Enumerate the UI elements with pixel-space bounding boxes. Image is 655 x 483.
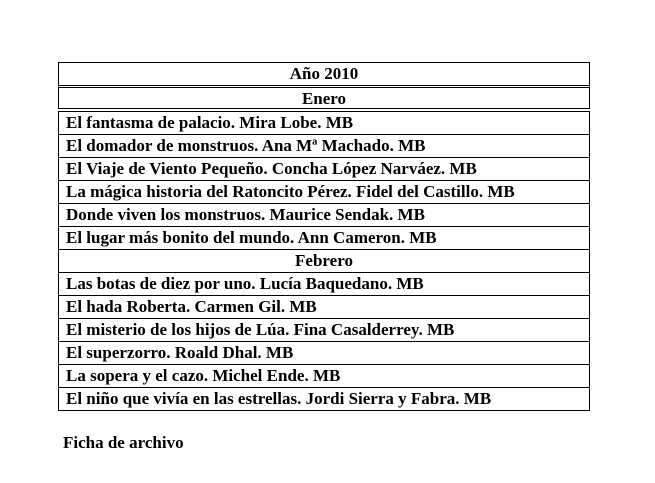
reading-log-table — [58, 62, 590, 411]
book-entry: El hada Roberta. Carmen Gil. MB — [58, 295, 590, 319]
book-entry: La mágica historia del Ratoncito Pérez. Fidel del Castillo. MB — [58, 180, 590, 204]
month-heading-enero: Enero — [58, 85, 590, 109]
month-heading-febrero: Febrero — [58, 249, 590, 273]
archive-caption: Ficha de archivo — [63, 433, 184, 452]
book-entry: Las botas de diez por uno. Lucía Baquedano. MB — [58, 272, 590, 296]
book-entry: El lugar más bonito del mundo. Ann Cameron. MB — [58, 226, 590, 250]
book-entry: El Viaje de Viento Pequeño. Concha López Narváez. MB — [58, 157, 590, 181]
book-entry: La sopera y el cazo. Michel Ende. MB — [58, 364, 590, 388]
year-heading: Año 2010 — [58, 62, 590, 86]
book-entry: Donde viven los monstruos. Maurice Sendak. MB — [58, 203, 590, 227]
book-entry: El superzorro. Roald Dhal. MB — [58, 341, 590, 365]
book-entry: El niño que vivía en las estrellas. Jordi Sierra y Fabra. MB — [58, 387, 590, 411]
book-entry: El domador de monstruos. Ana Mª Machado. MB — [58, 134, 590, 158]
book-entry: El misterio de los hijos de Lúa. Fina Casalderrey. MB — [58, 318, 590, 342]
book-entry: El fantasma de palacio. Mira Lobe. MB — [58, 111, 590, 135]
